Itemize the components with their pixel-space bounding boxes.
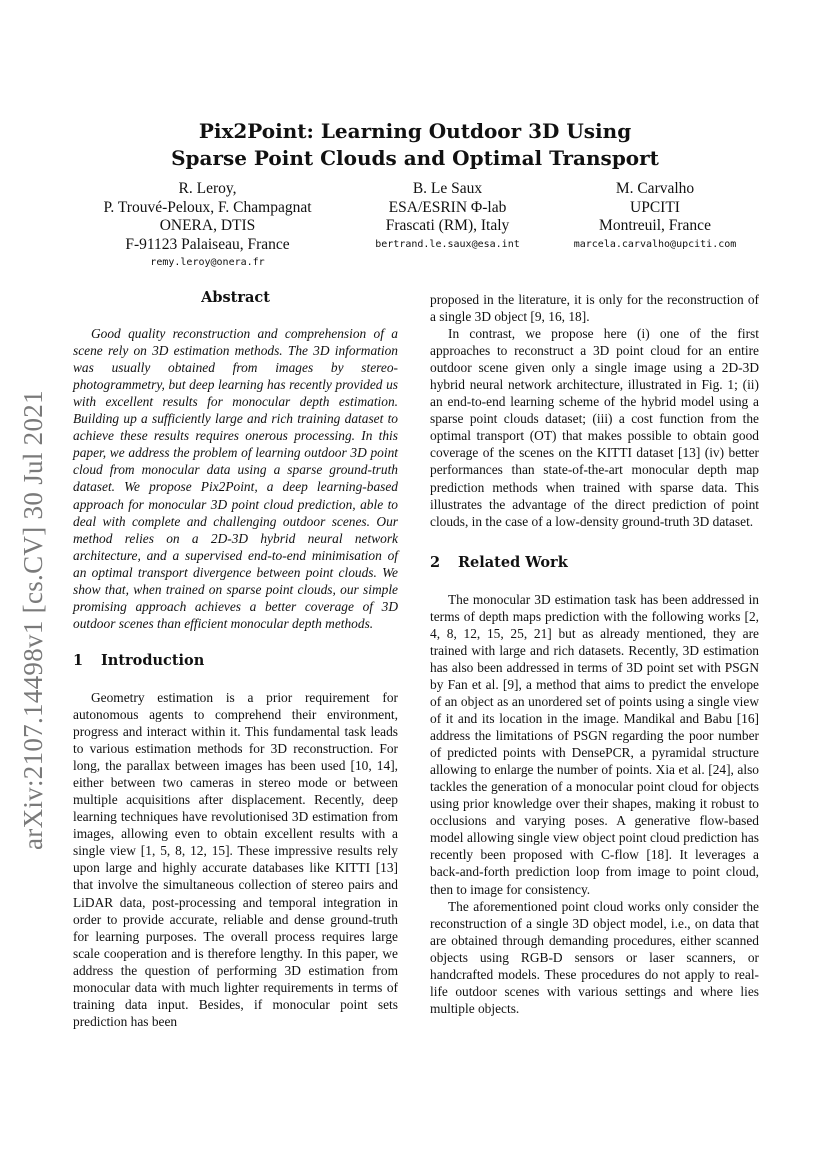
right-paragraph-continued: proposed in the literature, it is only for the reconstruction of a single 3D object [9, 16, 18]. [430,292,759,325]
author-block-1 [80,180,335,273]
intro-paragraph-1: Geometry estimation is a prior requirement for autonomous agents to comprehend their environment, progress and interact within it. This fundamental task leads to various estimation methods for 3D reconstruction. For long, the parallax between images has been used [10, 14], either between two cameras in stereo mode or between multiple acquisitions after displacement. Recently, deep learning techniques have revolutionised 3D estimation from images, allowing even to obtain excellent results with a single view [1, 5, 8, 12, 15]. These impressive results rely upon large and highly accurate databases like KITTI [13] that involve the simultaneous collection of stereo pairs and LiDAR data, post-processing and temporal integration in order to provide accurate, reliable and dense ground-truth for learning purposes. The overall process requires large scale cooperation and is therefore lengthy. In this paper, we address the question of performing 3D estimation from monocular data with much lighter requirements in terms of training data input. Besides, if monocular point sets prediction has been [73,689,398,1029]
right-column [430,291,759,1017]
author-3-email[interactable]: marcela.carvalho@upciti.com [573,238,737,250]
section-1-title: Introduction [101,651,205,669]
author-2-name: B. Le Saux [412,180,483,197]
title-line-2: Sparse Point Clouds and Optimal Transport [171,146,659,170]
left-column [73,289,398,1030]
related-work-paragraph-2: The aforementioned point cloud works only consider the reconstruction of a single 3D object model, i.e., on data that are obtained through demanding procedures, either scanned objects using RGB-D sensors or laser scanners, or handcrafted models. These procedures do not apply to real-life outdoor scenes with various settings and where lies multiple objects. [430,898,759,1016]
author-block-2 [355,180,540,254]
author-block-3 [555,180,755,254]
section-1-heading [73,652,398,669]
arxiv-stamp: arXiv:2107.14498v1 [cs.CV] 30 Jul 2021 [18,390,48,850]
abstract-text: Good quality reconstruction and comprehension of a scene rely on 3D estimation methods. The 3D information was usually obtained from images by stereo-photogrammetry, but deep learning has recently provided us with excellent results for monocular depth estimation. Building up a sufficiently large and rich training dataset to achieve these results requires onerous processing. In this paper, we address the problem of learning outdoor 3D point cloud from monocular data using a sparse ground-truth dataset. We propose Pix2Point, a deep learning-based approach for monocular 3D point cloud prediction, able to deal with complete and challenging outdoor scenes. Our method relies on a 2D-3D hybrid neural network architecture, and a supervised end-to-end minimisation of an optimal transport divergence between point clouds. We show that, when trained on sparse point clouds, our simple promising approach achieves a better coverage of 3D outdoor scenes than efficient monocular depth methods. [73,326,398,631]
author-1-address: F-91123 Palaiseau, France [125,235,290,253]
author-1-affiliation: ONERA, DTIS [159,217,256,234]
section-2-heading [430,554,759,571]
abstract-heading: Abstract [201,289,270,306]
author-1-coauthors: P. Trouvé-Peloux, F. Champagnat [103,198,312,216]
related-work-paragraph-1: The monocular 3D estimation task has been addressed in terms of depth maps prediction with the following works [2, 4, 8, 12, 15, 25, 21] but as already mentioned, they are trained with large and rich datasets. Recently, 3D estimation has also been addressed in terms of 3D point set with PSGN by Fan et al. [9], a method that aims to predict the envelope of an object as an unordered set of points using a single view of it and its location in the image. Mandikal and Babu [16] address the limitations of PSGN regarding the poor number of predicted points with DensePCR, a pyramidal structure allowing to enlarge the number of points. Xia et al. [24], also tackles the generation of a monocular point cloud for objects using prior knowledge over their shapes, making it robust to occlusions and varying poses. A generative flow-based model allowing single view object point cloud prediction has recently been proposed with C-flow [18]. It leverages a back-and-forth prediction loop from image to point cloud, then to image for consistency. [430,591,759,897]
section-2-title: Related Work [458,553,568,571]
author-1-email[interactable]: remy.leroy@onera.fr [150,257,265,268]
paper-title [130,118,700,172]
author-2-email[interactable]: bertrand.le.saux@esa.int [375,238,520,250]
author-3-address: Montreuil, France [599,217,711,234]
author-3-name: M. Carvalho [615,180,695,197]
author-3-affiliation: UPCITI [630,198,680,216]
author-2-affiliation: ESA/ESRIN Φ-lab [388,198,507,216]
title-line-1: Pix2Point: Learning Outdoor 3D Using [198,119,632,143]
author-1-name: R. Leroy, [178,180,237,197]
section-1-number: 1 [73,651,84,669]
author-2-address: Frascati (RM), Italy [385,217,510,234]
contributions-paragraph: In contrast, we propose here (i) one of the first approaches to reconstruct a 3D point cloud for an entire outdoor scene given only a single image using a 2D-3D hybrid neural network architecture, illustrated in Fig. 1; (ii) an end-to-end learning scheme of the hybrid model using a sparse point clouds dataset; (iii) a cost function from the optimal transport (OT) that makes possible to obtain good coverage of the scenes on the KITTI dataset [13] (iv) better performances than state-of-the-art monocular depth map prediction methods when trained with sparse data. This illustrates the advantage of the direct prediction of point clouds, in the case of a low-density ground-truth 3D dataset. [430,326,759,529]
section-2-number: 2 [430,553,441,571]
